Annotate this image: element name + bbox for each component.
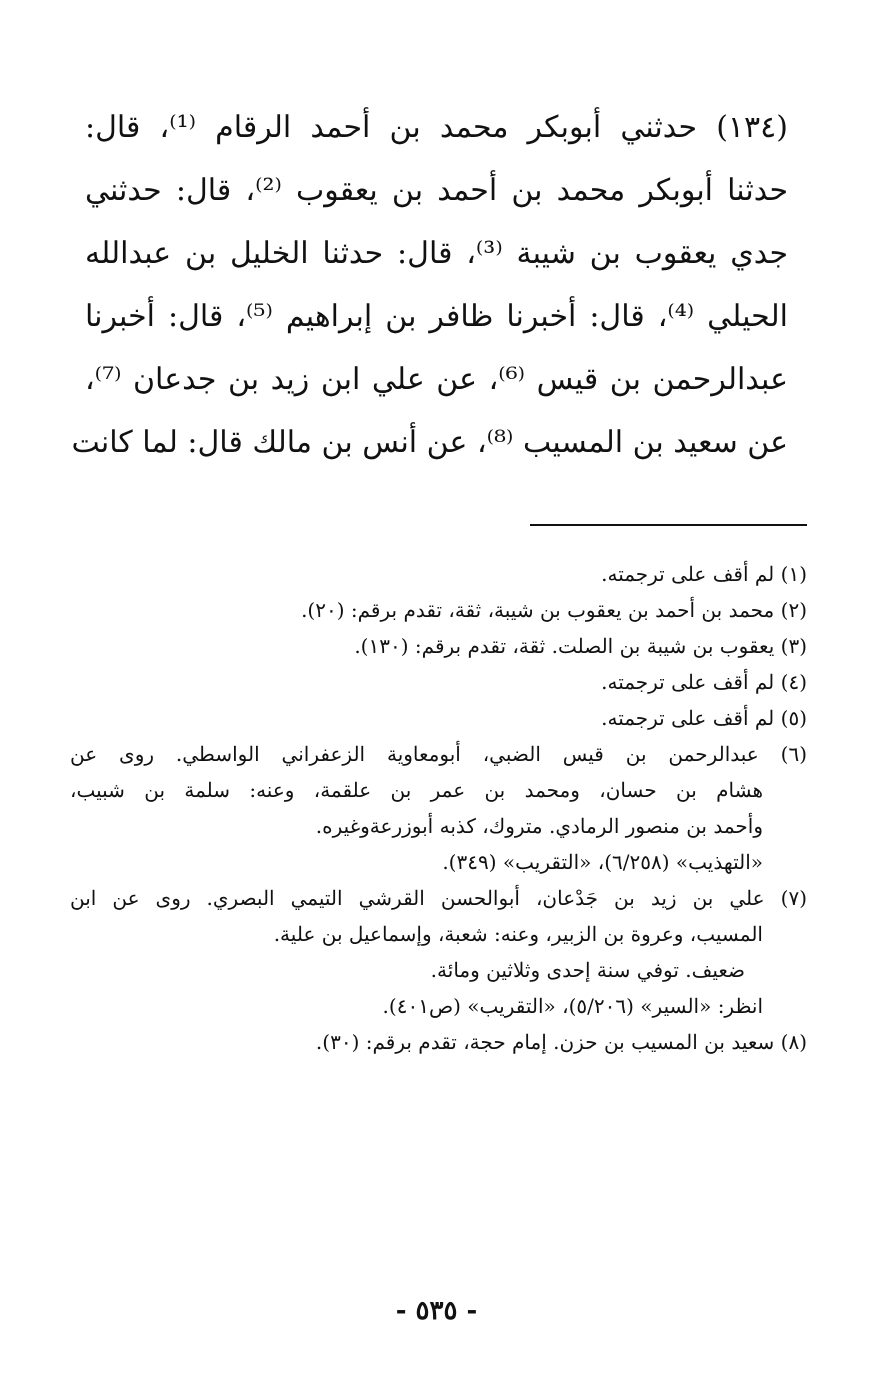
main-line-text: جدي يعقوب بن شيبة ⁽³⁾، قال: حدثنا الخليل بن عبدالله xyxy=(85,235,788,271)
main-line-4 xyxy=(85,285,788,348)
footnote-text: (٧) علي بن زيد بن جَدْعان، أبوالحسن القرشي التيمي البصري. روى عن ابن xyxy=(70,886,807,910)
footnote-6-line-1 xyxy=(70,736,807,772)
footnote-7-line-4: انظر: «السير» (٥/٢٠٦)، «التقريب» (ص٤٠١). xyxy=(382,994,763,1018)
main-line-1 xyxy=(85,96,788,159)
footnote-text: (٦) عبدالرحمن بن قيس الضبي، أبومعاوية الزعفراني الواسطي. روى عن xyxy=(70,742,807,766)
footnote-6-line-3: وأحمد بن منصور الرمادي. متروك، كذبه أبوزرعةوغيره. xyxy=(315,814,763,838)
main-line-5 xyxy=(85,348,788,411)
footnotes-block xyxy=(70,556,807,1060)
main-line-text: حدثنا أبوبكر محمد بن أحمد بن يعقوب ⁽²⁾، قال: حدثني xyxy=(85,172,788,208)
footnote-separator xyxy=(530,524,807,526)
footnote-6-line-4: «التهذيب» (٦/٢٥٨)، «التقريب» (٣٤٩). xyxy=(442,850,763,874)
footnote-1: (١) لم أقف على ترجمته. xyxy=(601,562,807,586)
footnote-6-line-2 xyxy=(70,772,807,808)
footnote-8: (٨) سعيد بن المسيب بن حزن. إمام حجة، تقدم برقم: (٣٠). xyxy=(315,1030,807,1054)
main-line-text: الحيلي ⁽⁴⁾، قال: أخبرنا ظافر بن إبراهيم ⁽⁵⁾، قال: أخبرنا xyxy=(85,298,788,334)
main-line-text: عبدالرحمن بن قيس ⁽⁶⁾، عن علي ابن زيد بن جدعان ⁽⁷⁾، xyxy=(85,361,788,397)
main-text-block xyxy=(71,96,788,474)
main-line-text: عن سعيد بن المسيب ⁽⁸⁾، عن أنس بن مالك قال: لما كانت xyxy=(71,424,788,460)
main-line-2 xyxy=(85,159,788,222)
footnote-text: هشام بن حسان، ومحمد بن عمر بن علقمة، وعنه: سلمة بن شبيب، xyxy=(70,778,763,802)
main-line-6 xyxy=(71,411,788,474)
main-line-3 xyxy=(85,222,788,285)
main-line-text: (١٣٤) حدثني أبوبكر محمد بن أحمد الرقام ⁽¹⁾، قال: xyxy=(85,109,788,145)
footnote-7-line-3: ضعيف. توفي سنة إحدى وثلاثين ومائة. xyxy=(430,958,745,982)
footnote-7-line-2: المسيب، وعروة بن الزبير، وعنه: شعبة، وإسماعيل بن علية. xyxy=(273,922,763,946)
footnote-4: (٤) لم أقف على ترجمته. xyxy=(601,670,807,694)
footnote-3: (٣) يعقوب بن شيبة بن الصلت. ثقة، تقدم برقم: (١٣٠). xyxy=(354,634,807,658)
footnote-7-line-1 xyxy=(70,880,807,916)
page-number: - ٥٣٥ - xyxy=(395,1296,478,1326)
footnote-2: (٢) محمد بن أحمد بن يعقوب بن شيبة، ثقة، تقدم برقم: (٢٠). xyxy=(301,598,807,622)
footnote-5: (٥) لم أقف على ترجمته. xyxy=(601,706,807,730)
